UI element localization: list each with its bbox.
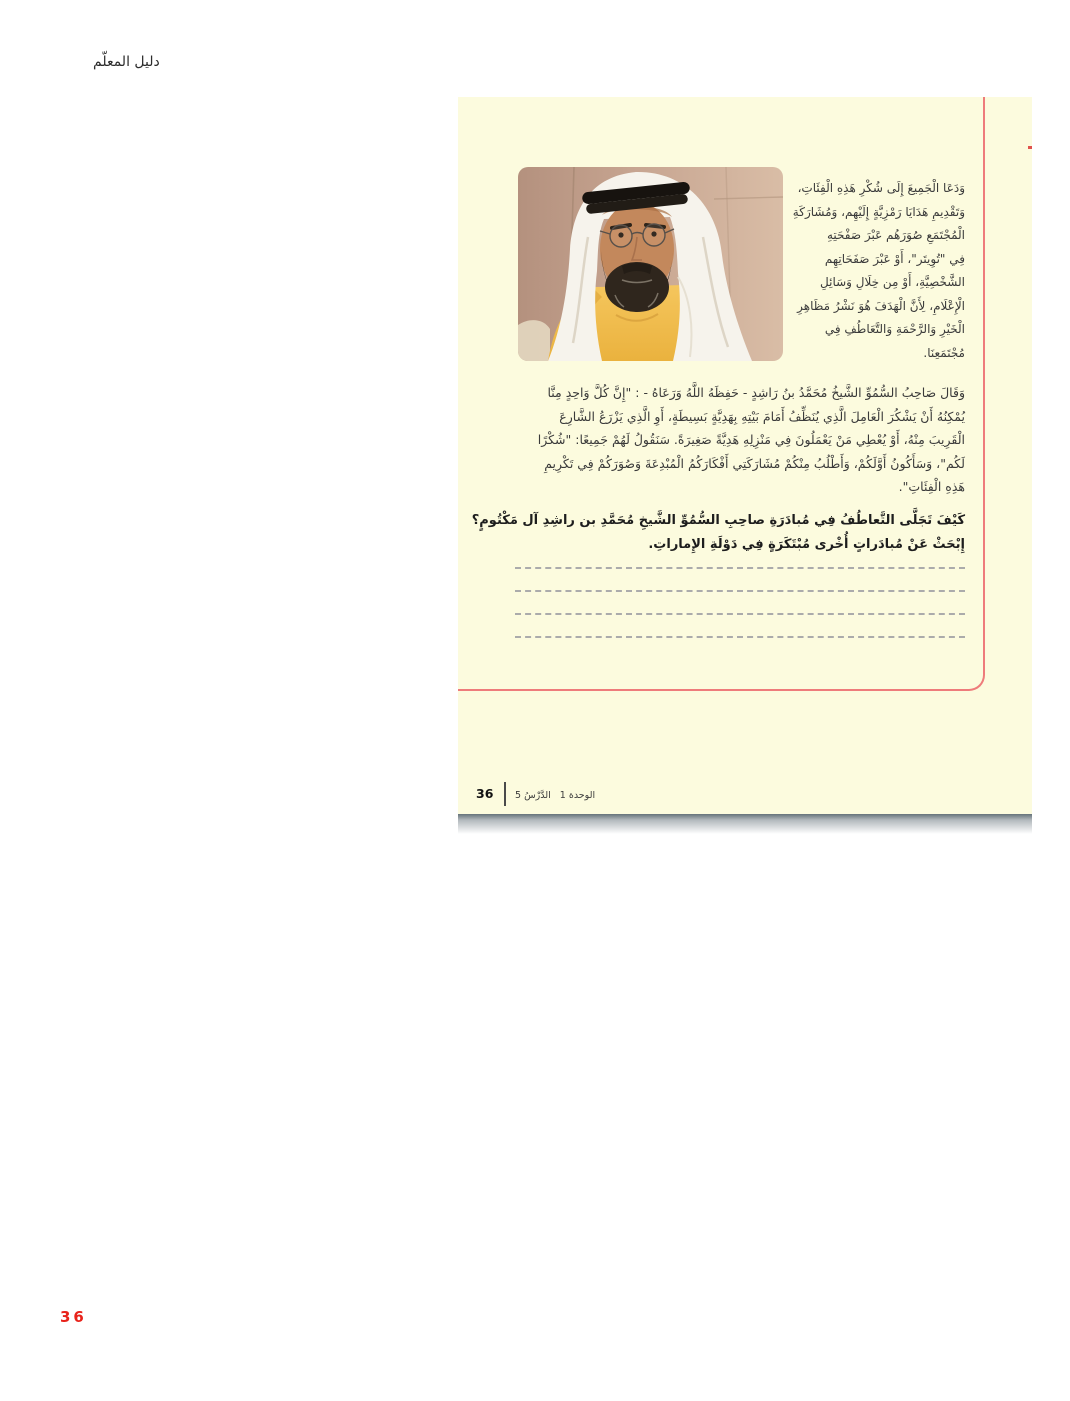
textbook-page bbox=[458, 97, 1032, 814]
answer-line bbox=[515, 590, 965, 592]
portrait-illustration bbox=[518, 167, 783, 361]
answer-line bbox=[515, 636, 965, 638]
text-line: الشَّخْصِيَّةِ، أَوْ مِن خِلَالِ وَسَائِلِ bbox=[820, 275, 965, 289]
text-line: الْقَرِيبَ مِنْهُ، أَوْ يُعْطِي مَنْ يَعْمَلُونَ فِي مَنْزِلِهِ هَدِيَّةً صَغِيرَةً. سَنَقُولُ لَهُمْ جَمِيعًا: "شُكْرًا bbox=[537, 432, 965, 447]
text-line: مُجْتَمَعِنَا. bbox=[923, 345, 965, 360]
guide-title: دليل المعلّم bbox=[93, 54, 160, 70]
text-line: وَدَعَا الْجَمِيعَ إِلَى شُكْرِ هَذِهِ الْفِئَاتِ، bbox=[797, 181, 965, 195]
unit-label: الوحدة 1 bbox=[559, 790, 596, 801]
text-line: الْإِعْلَامِ، لِأَنَّ الْهَدَفَ هُوَ نَشْرُ مَظَاهِرِ bbox=[797, 298, 965, 313]
question-line: كَيْفَ تَجَلَّى التَّعاطُفُ فِي مُبادَرَةِ صاحِبِ السُّمُوِّ الشَّيخِ مُحَمَّدِ بن راشِدِ آل مَكْتُومٍ؟ bbox=[471, 513, 965, 528]
text-line: الْخَيْرِ وَالرَّحْمَةِ وَالتَّعَاطُفِ فِي bbox=[824, 322, 965, 336]
footer-divider bbox=[504, 782, 506, 806]
footer-page-number: 36 bbox=[476, 786, 494, 801]
paragraph-quote bbox=[513, 381, 965, 499]
lesson-label: الدَّرْسُ 5 bbox=[515, 790, 551, 801]
page-footer bbox=[458, 781, 1032, 811]
outer-page-number: 36 bbox=[60, 1308, 87, 1326]
red-mark bbox=[1028, 146, 1032, 149]
answer-line bbox=[515, 613, 965, 615]
text-line: فِي "تُوِيتَر"، أَوْ عَبْرَ صَفَحَاتِهِم bbox=[824, 251, 965, 266]
text-line: الْمُجْتَمَعِ صُوَرَهُم عَبْرَ صَفْحَتِهِ bbox=[826, 228, 965, 242]
page-bottom-shadow bbox=[458, 814, 1032, 834]
unit-lesson-label bbox=[515, 790, 595, 801]
text-line: وَتَقْدِيمِ هَدَايَا رَمْزِيَّةٍ إِلَيْهِم، وَمُشَارَكَةِ bbox=[792, 204, 965, 219]
paragraph-intro bbox=[785, 177, 965, 365]
text-line: يُمْكِنُهُ أَنْ يَشْكُرَ الْعَامِلَ الَّذِي يُنَظِّفُ أَمَامَ بَيْتِهِ بِهَدِيَّةٍ بَسِيطَةٍ، أَوِ الَّذِي يَزْرَعُ الشَّارِعَ bbox=[559, 408, 965, 424]
sheikh-portrait-photo bbox=[518, 167, 783, 361]
question-line: إِبْحَثْ عَنْ مُبادَراتٍ أُخْرى مُبْتَكَرَةٍ فِي دَوْلَةِ الإِماراتِ. bbox=[648, 537, 965, 552]
text-line: وَقَالَ صَاحِبُ السُّمُوِّ الشَّيخُ مُحَمَّدُ بنُ رَاشِدٍ - حَفِظَهُ اللَّهُ وَرَعَاهُ - : "إِنَّ كُلَّ وَاحِدٍ مِنَّا bbox=[547, 385, 965, 400]
activity-question bbox=[471, 509, 965, 557]
text-line: لَكُم"، وَسَأَكُونُ أَوَّلَكُمْ، وَأَطْلُبُ مِنْكُمْ مُشَارَكَتِي أَفْكَارَكُمُ الْمُبْدِعَةَ وَصُوَرَكُمْ فِي تَكْرِيمِ bbox=[544, 455, 965, 471]
answer-line bbox=[515, 567, 965, 569]
text-line: هَذِهِ الْفِئَاتِ". bbox=[898, 479, 965, 494]
